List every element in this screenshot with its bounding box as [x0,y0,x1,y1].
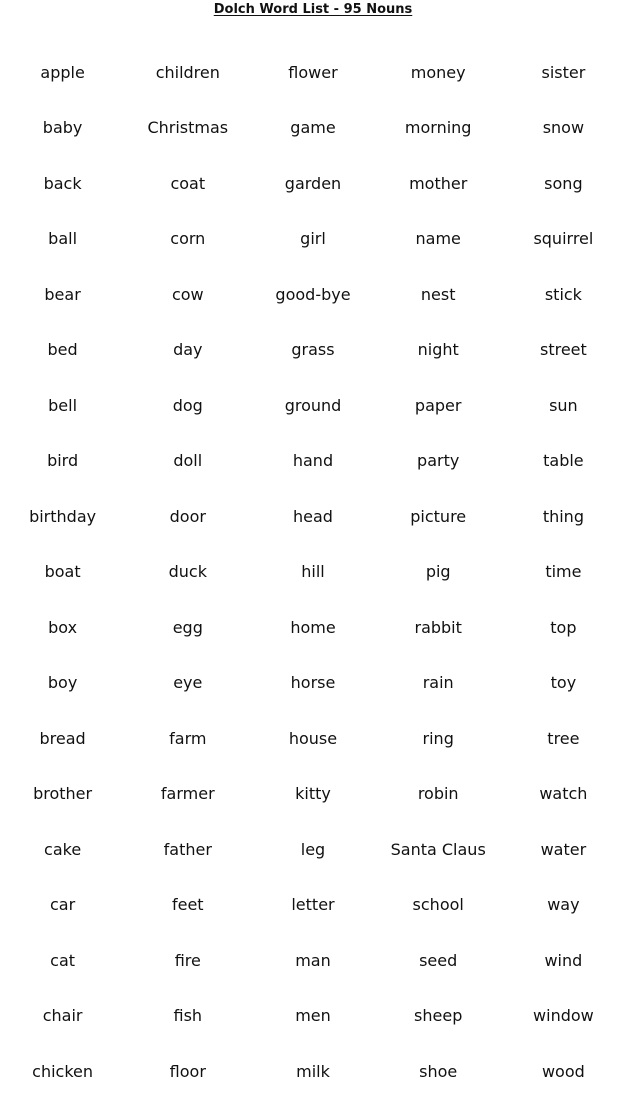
word-cell: horse [290,673,336,693]
word-cell: letter [291,895,335,915]
word-cell: car [50,895,76,915]
word-cell: kitty [295,784,331,804]
word-cell: garden [284,173,342,193]
word-cell: wind [544,950,583,970]
word-cell: stick [544,284,582,304]
word-cell: robin [417,784,459,804]
word-cell: squirrel [533,229,594,249]
word-cell: mother [409,173,468,193]
word-cell: boy [47,673,78,693]
word-cell: sister [541,62,586,82]
word-cell: seed [419,950,458,970]
word-cell: duck [168,562,207,582]
word-cell: brother [33,784,93,804]
word-cell: watch [539,784,588,804]
word-cell: ground [284,395,342,415]
page-title: Dolch Word List - 95 Nouns [213,2,413,17]
word-cell: back [43,173,82,193]
word-cell: sheep [414,1006,463,1026]
word-cell: ring [422,728,454,748]
word-cell: bear [44,284,81,304]
word-cell: rain [422,673,454,693]
word-cell: father [163,839,212,859]
word-cell: street [539,340,587,360]
word-cell: rabbit [414,617,462,637]
word-cell: night [417,340,459,360]
word-cell: coat [170,173,206,193]
word-cell: bell [48,395,78,415]
word-cell: man [295,950,331,970]
word-cell: school [412,895,464,915]
word-cell: Santa Claus [390,839,486,859]
word-cell: girl [300,229,326,249]
word-cell: picture [410,506,467,526]
word-cell: shoe [419,1061,458,1081]
word-cell: farmer [160,784,215,804]
word-cell: children [155,62,220,82]
word-cell: name [415,229,461,249]
word-cell: box [48,617,78,637]
word-cell: bird [47,451,79,471]
word-cell: party [417,451,460,471]
word-cell: paper [414,395,462,415]
word-cell: Christmas [147,118,229,138]
word-cell: leg [300,839,326,859]
word-cell: men [295,1006,331,1026]
word-cell: birthday [29,506,97,526]
word-cell: morning [404,118,472,138]
word-cell: pig [425,562,451,582]
word-cell: hill [301,562,325,582]
word-cell: top [550,617,577,637]
word-cell: egg [172,617,203,637]
word-cell: water [540,839,587,859]
word-cell: house [288,728,338,748]
word-cell: grass [291,340,335,360]
word-cell: chicken [32,1061,94,1081]
word-cell: apple [40,62,85,82]
word-cell: table [543,451,584,471]
word-cell: door [169,506,206,526]
word-cell: boat [44,562,81,582]
word-cell: home [290,617,336,637]
word-cell: milk [296,1061,330,1081]
word-cell: flower [288,62,338,82]
word-cell: song [544,173,583,193]
word-cell: ball [48,229,78,249]
word-cell: game [290,118,336,138]
word-cell: snow [542,118,585,138]
word-cell: dog [172,395,203,415]
word-cell: feet [171,895,204,915]
word-cell: money [410,62,466,82]
word-cell: bed [47,340,78,360]
word-cell: window [533,1006,594,1026]
word-cell: doll [173,451,203,471]
word-cell: wood [541,1061,585,1081]
word-cell: thing [542,506,584,526]
word-cell: fire [174,950,201,970]
word-cell: eye [173,673,203,693]
word-cell: way [547,895,580,915]
word-cell: chair [42,1006,83,1026]
word-cell: hand [292,451,334,471]
word-cell: floor [169,1061,206,1081]
word-cell: nest [420,284,456,304]
word-cell: day [173,340,203,360]
word-cell: baby [42,118,83,138]
word-cell: time [545,562,582,582]
word-cell: cow [171,284,204,304]
word-cell: tree [547,728,580,748]
word-cell: corn [170,229,206,249]
word-cell: fish [173,1006,203,1026]
word-cell: farm [169,728,207,748]
word-cell: good-bye [275,284,351,304]
word-cell: cake [44,839,82,859]
word-cell: head [293,506,333,526]
word-cell: sun [549,395,578,415]
word-cell: cat [50,950,76,970]
word-cell: toy [550,673,577,693]
word-cell: bread [39,728,86,748]
word-grid [0,45,626,1100]
